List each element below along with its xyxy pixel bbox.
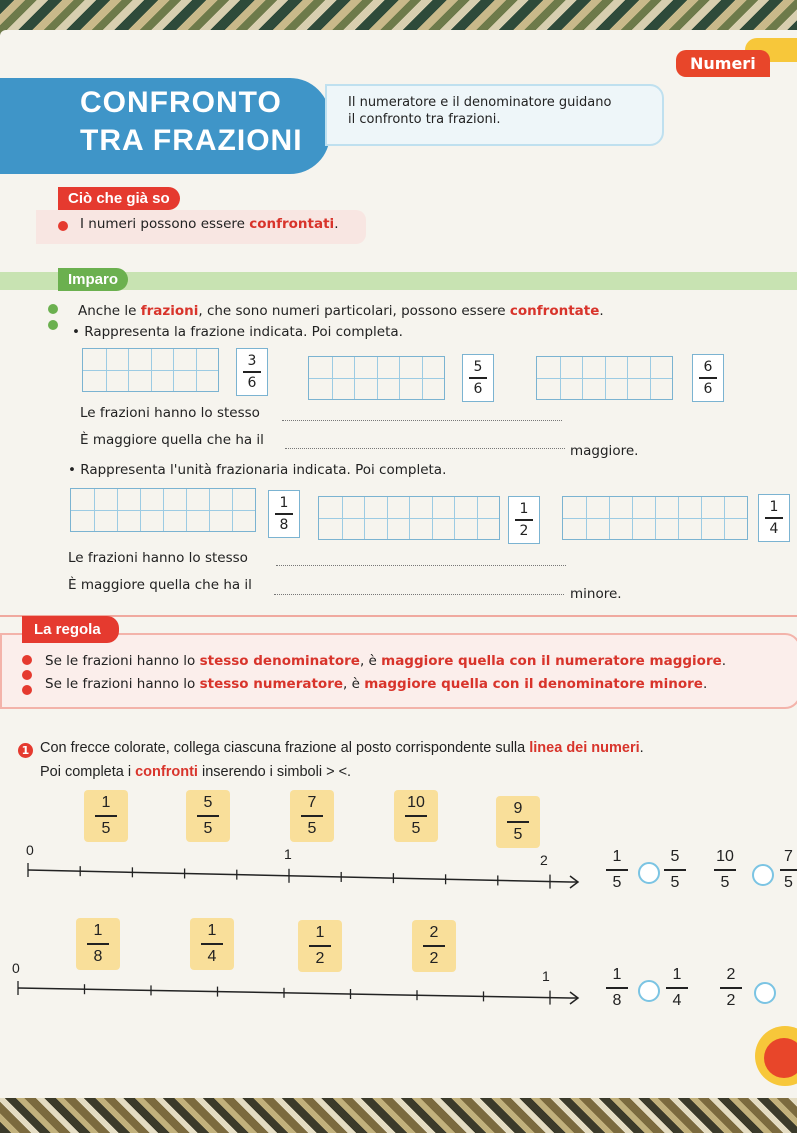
imparo-text-e: . [599, 303, 604, 319]
intro-text [348, 94, 611, 128]
task1-text: • Rappresenta la frazione indicata. Poi completa. [72, 324, 403, 340]
fraction-denominator: 8 [93, 947, 103, 965]
bullet [48, 304, 58, 314]
compare-fraction-1-4 [666, 966, 688, 1010]
exercise-text-a: Poi completa i [40, 764, 136, 780]
rule-1-c: , è [359, 653, 382, 669]
fraction-denominator: 6 [703, 380, 713, 397]
bullet [22, 685, 32, 695]
regola-box [0, 633, 797, 709]
fraction-denominator: 5 [720, 873, 730, 891]
fraction-denominator: 2 [726, 991, 736, 1009]
fraction-denominator: 2 [315, 949, 325, 967]
answer-line-3[interactable] [276, 553, 566, 566]
imparo-keyword-frazioni: frazioni [140, 303, 199, 319]
grid-divider [128, 349, 129, 391]
fraction-numerator: 5 [203, 794, 213, 812]
imparo-label: Imparo [58, 268, 128, 291]
fraction-denominator: 5 [670, 873, 680, 891]
fraction-denominator: 5 [307, 819, 317, 837]
fraction-denominator: 8 [612, 991, 622, 1009]
fraction-numerator: 1 [101, 794, 111, 812]
page-title-line2: TRA FRAZIONI [80, 124, 303, 157]
exercise-instruction-1 [40, 740, 644, 756]
bullet [22, 670, 32, 680]
grid-divider [655, 497, 656, 539]
grid-divider [605, 357, 606, 399]
rule-2-c: , è [343, 676, 365, 692]
fraction-denominator: 5 [612, 873, 622, 891]
task2-text: • Rappresenta l'unità frazionaria indicata. Poi completa. [68, 462, 447, 478]
sentence-maggiore-1: È maggiore quella che ha il [80, 432, 264, 448]
fraction-numerator: 2 [726, 966, 736, 983]
regola-label: La regola [22, 616, 119, 643]
grid-divider [140, 489, 141, 531]
tick-label-2: 2 [540, 852, 548, 868]
fraction-card-9-5[interactable] [496, 796, 540, 848]
grid-divider [399, 357, 400, 399]
fraction-card-10-5[interactable] [394, 790, 438, 842]
fraction-card-1-4[interactable] [190, 918, 234, 970]
imparo-text [78, 303, 604, 319]
tick-label-1: 1 [542, 968, 550, 984]
rule-1-keyword: stesso denominatore [199, 653, 360, 669]
grid-divider [477, 497, 478, 539]
fraction-numerator: 1 [769, 499, 779, 515]
compare-fraction-2-2 [720, 966, 742, 1010]
carpet-background-bottom [0, 1098, 797, 1133]
gia-so-text [80, 216, 338, 232]
fraction-denominator: 4 [672, 991, 682, 1009]
grid-divider [354, 357, 355, 399]
fraction-denominator: 4 [769, 520, 779, 537]
grid-divider [609, 497, 610, 539]
fraction-grid-1-8[interactable] [70, 488, 256, 532]
grid-divider [117, 489, 118, 531]
fraction-denominator: 5 [513, 825, 523, 843]
grid-divider [724, 497, 725, 539]
grid-divider [232, 489, 233, 531]
fraction-denominator: 5 [203, 819, 213, 837]
grid-divider [387, 497, 388, 539]
tick-label-1: 1 [284, 846, 292, 862]
grid-divider [432, 497, 433, 539]
fraction-denominator: 5 [784, 873, 793, 891]
rule-2-e: . [702, 676, 708, 692]
bullet [58, 221, 68, 231]
fraction-numerator: 1 [207, 922, 217, 940]
fraction-numerator: 1 [93, 922, 103, 940]
exercise-instruction-2 [40, 764, 351, 780]
fraction-numerator: 5 [670, 848, 680, 865]
fraction-grid-1-4[interactable] [562, 496, 748, 540]
fraction-numerator: 7 [784, 848, 793, 865]
fraction-card-5-5[interactable] [186, 790, 230, 842]
fraction-numerator: 1 [672, 966, 682, 983]
comparison-circle[interactable] [752, 864, 774, 886]
grid-divider [151, 349, 152, 391]
fraction-5-6 [462, 354, 494, 402]
fraction-denominator: 5 [411, 819, 421, 837]
sentence-stesso-1: Le frazioni hanno lo stesso [80, 405, 260, 421]
fraction-denominator: 2 [429, 949, 439, 967]
fraction-numerator: 6 [703, 359, 713, 375]
sentence-maggiore-2: È maggiore quella che ha il [68, 577, 252, 593]
fraction-1-2 [508, 496, 540, 544]
fraction-numerator: 7 [307, 794, 317, 812]
compare-fraction-10-5 [714, 848, 736, 892]
answer-line-4[interactable] [274, 582, 564, 595]
rule-2-a: Se le frazioni hanno lo [45, 676, 200, 692]
answer-line-1[interactable] [282, 408, 562, 421]
number-line-axis [28, 870, 570, 882]
gia-so-text-a: I numeri possono essere [80, 216, 250, 232]
grid-divider [586, 497, 587, 539]
grid-divider [377, 357, 378, 399]
number-line-ticks [28, 863, 550, 889]
sentence-stesso-2: Le frazioni hanno lo stesso [68, 550, 248, 566]
fraction-numerator: 10 [716, 848, 734, 865]
compare-fraction-5-5 [664, 848, 686, 892]
comparison-circle[interactable] [754, 982, 776, 1004]
gia-so-label: Ciò che già so [58, 187, 180, 210]
fraction-numerator: 5 [473, 359, 483, 375]
page-corner-decoration [764, 1038, 797, 1078]
grid-divider [364, 497, 365, 539]
bullet [48, 320, 58, 330]
intro-line1: Il numeratore e il denominatore guidano [348, 95, 612, 110]
grid-divider [173, 349, 174, 391]
rule-1-e: . [721, 653, 727, 669]
grid-divider [627, 357, 628, 399]
bullet [22, 655, 32, 665]
fraction-denominator: 6 [473, 380, 483, 397]
fraction-1-4 [758, 494, 790, 542]
fraction-numerator: 1 [519, 501, 529, 517]
exercise-text-c: inserendo i simboli > <. [197, 764, 352, 780]
fraction-numerator: 3 [247, 353, 257, 369]
comparison-circle[interactable] [638, 980, 660, 1002]
number-line-ticks [18, 981, 550, 1005]
fraction-grid-5-6[interactable] [308, 356, 445, 400]
regola-rule [0, 615, 797, 617]
fraction-grid-1-2[interactable] [318, 496, 500, 540]
fraction-grid-3-6[interactable] [82, 348, 219, 392]
rule-1 [45, 653, 726, 669]
fraction-denominator: 2 [519, 522, 529, 539]
fraction-numerator: 1 [315, 924, 325, 942]
grid-divider [186, 489, 187, 531]
fraction-denominator: 5 [101, 819, 111, 837]
grid-divider [196, 349, 197, 391]
fraction-numerator: 10 [407, 794, 425, 812]
grid-divider [106, 349, 107, 391]
fraction-card-1-8[interactable] [76, 918, 120, 970]
fraction-numerator: 1 [612, 848, 622, 865]
exercise-text-a: Con frecce colorate, collega ciascuna frazione al posto corrispondente sulla [40, 740, 530, 756]
grid-divider [94, 489, 95, 531]
fraction-numerator: 2 [429, 924, 439, 942]
fraction-grid-6-6[interactable] [536, 356, 673, 400]
fraction-card-2-2[interactable] [412, 920, 456, 972]
exercise-text-c: . [639, 740, 644, 756]
exercise-number: 1 [18, 743, 33, 758]
compare-fraction-1-5 [606, 848, 628, 892]
grid-divider [560, 357, 561, 399]
word-maggiore: maggiore. [570, 443, 639, 459]
fraction-denominator: 4 [207, 947, 217, 965]
grid-divider [678, 497, 679, 539]
grid-divider [209, 489, 210, 531]
fraction-denominator: 8 [279, 516, 289, 533]
rule-1-emphasis: maggiore quella con il numeratore maggiore [381, 653, 722, 669]
fraction-1-8 [268, 490, 300, 538]
rule-2-keyword: stesso numeratore [199, 676, 344, 692]
fraction-card-1-5[interactable] [84, 790, 128, 842]
grid-divider [632, 497, 633, 539]
rule-2 [45, 676, 707, 692]
fraction-denominator: 6 [247, 374, 257, 391]
number-line-eighths[interactable] [10, 978, 585, 1014]
tick-label-0: 0 [12, 960, 20, 976]
grid-divider [332, 357, 333, 399]
grid-divider [422, 357, 423, 399]
imparo-text-c: , che sono numeri particolari, possono essere [198, 303, 510, 319]
section-badge: Numeri [676, 50, 770, 77]
fraction-numerator: 9 [513, 800, 523, 818]
number-line-axis [18, 988, 570, 998]
gia-so-text-c: . [334, 216, 339, 232]
tick-label-0: 0 [26, 842, 34, 858]
number-line-fifths[interactable] [20, 860, 585, 896]
fraction-numerator: 1 [279, 495, 289, 511]
compare-fraction-7-5 [780, 848, 797, 892]
intro-line2: il confronto tra frazioni. [348, 112, 501, 127]
grid-divider [342, 497, 343, 539]
grid-divider [650, 357, 651, 399]
grid-divider [409, 497, 410, 539]
fraction-3-6 [236, 348, 268, 396]
fraction-card-1-2[interactable] [298, 920, 342, 972]
fraction-6-6 [692, 354, 724, 402]
comparison-circle[interactable] [638, 862, 660, 884]
grid-divider [163, 489, 164, 531]
answer-line-2[interactable] [285, 436, 565, 449]
grid-divider [701, 497, 702, 539]
word-minore: minore. [570, 586, 622, 602]
gia-so-keyword: confrontati [249, 216, 335, 232]
fraction-card-7-5[interactable] [290, 790, 334, 842]
rule-2-emphasis: maggiore quella con il denominatore minore [364, 676, 703, 692]
grid-divider [582, 357, 583, 399]
compare-fraction-1-8 [606, 966, 628, 1010]
exercise-keyword: confronti [135, 764, 198, 780]
imparo-text-a: Anche le [78, 303, 141, 319]
exercise-keyword: linea dei numeri [529, 740, 640, 756]
imparo-keyword-confrontate: confrontate [509, 303, 600, 319]
rule-1-a: Se le frazioni hanno lo [45, 653, 200, 669]
fraction-numerator: 1 [612, 966, 622, 983]
grid-divider [454, 497, 455, 539]
page-title-line1: CONFRONTO [80, 86, 282, 119]
